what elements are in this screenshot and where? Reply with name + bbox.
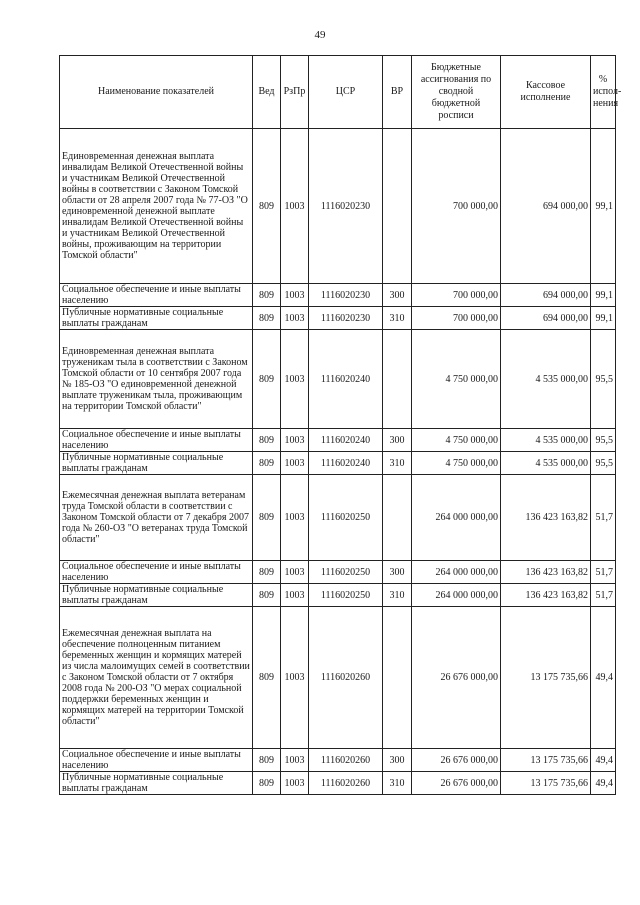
row-budget: 700 000,00 <box>412 284 501 307</box>
row-name: Публичные нормативные социальные выплаты гражданам <box>60 452 253 475</box>
row-percent: 49,4 <box>591 749 616 772</box>
row-cash: 13 175 735,66 <box>501 772 591 795</box>
row-csr: 1116020250 <box>309 475 383 561</box>
row-vr <box>383 330 412 429</box>
table-row <box>60 129 616 284</box>
row-percent: 95,5 <box>591 429 616 452</box>
row-csr: 1116020240 <box>309 429 383 452</box>
header-cash: Кассовое исполнение <box>501 56 591 129</box>
header-budget: Бюджетные ассигнования по сводной бюджетной росписи <box>412 56 501 129</box>
row-vr: 300 <box>383 749 412 772</box>
row-cash: 13 175 735,66 <box>501 749 591 772</box>
row-cash: 4 535 000,00 <box>501 330 591 429</box>
row-name: Единовременная денежная выплата инвалидам Великой Отечественной войны и участникам Великой Отечественной войны в соответствии с Законом Томской области от 28 апреля 2007 года № 77-ОЗ "О единовременной денежной выплате инвалидам Великой Отечественной войны и участникам Великой Отечественной войны, проживающим на территории Томской области" <box>60 129 253 284</box>
row-percent: 51,7 <box>591 584 616 607</box>
row-csr: 1116020250 <box>309 561 383 584</box>
row-cash: 694 000,00 <box>501 307 591 330</box>
budget-execution-table <box>59 55 622 795</box>
row-budget: 264 000 000,00 <box>412 584 501 607</box>
row-rzpr: 1003 <box>281 129 309 284</box>
row-name: Единовременная денежная выплата труженикам тыла в соответствии с Законом Томской области от 10 сентября 2007 года № 185-ОЗ "О единовременной денежной выплате труженикам тыла, проживающим на территории Томской области" <box>60 330 253 429</box>
row-cash: 4 535 000,00 <box>501 429 591 452</box>
row-name: Публичные нормативные социальные выплаты гражданам <box>60 584 253 607</box>
row-cash: 136 423 163,82 <box>501 561 591 584</box>
table-row <box>60 607 616 749</box>
table-row <box>60 307 616 330</box>
row-rzpr: 1003 <box>281 607 309 749</box>
row-ved: 809 <box>253 429 281 452</box>
row-rzpr: 1003 <box>281 475 309 561</box>
row-ved: 809 <box>253 561 281 584</box>
row-budget: 4 750 000,00 <box>412 452 501 475</box>
row-vr: 300 <box>383 429 412 452</box>
header-ved: Вед <box>253 56 281 129</box>
row-csr: 1116020250 <box>309 584 383 607</box>
row-percent: 51,7 <box>591 561 616 584</box>
table-row <box>60 284 616 307</box>
table-row <box>60 429 616 452</box>
row-vr <box>383 129 412 284</box>
table-row <box>60 330 616 429</box>
row-percent: 49,4 <box>591 772 616 795</box>
page-number: 49 <box>314 29 326 41</box>
row-rzpr: 1003 <box>281 429 309 452</box>
row-name: Публичные нормативные социальные выплаты гражданам <box>60 307 253 330</box>
row-rzpr: 1003 <box>281 284 309 307</box>
row-budget: 4 750 000,00 <box>412 429 501 452</box>
table-header-row <box>60 56 616 129</box>
row-name: Ежемесячная денежная выплата ветеранам труда Томской области в соответствии с Законом Томской области от 7 декабря 2007 года № 260-ОЗ "О ветеранах труда Томской области" <box>60 475 253 561</box>
table-row <box>60 749 616 772</box>
row-budget: 264 000 000,00 <box>412 561 501 584</box>
row-budget: 26 676 000,00 <box>412 607 501 749</box>
row-vr: 300 <box>383 561 412 584</box>
row-ved: 809 <box>253 452 281 475</box>
table-row <box>60 584 616 607</box>
row-ved: 809 <box>253 307 281 330</box>
row-vr <box>383 475 412 561</box>
row-percent: 49,4 <box>591 607 616 749</box>
row-ved: 809 <box>253 330 281 429</box>
row-percent: 51,7 <box>591 475 616 561</box>
row-ved: 809 <box>253 749 281 772</box>
row-rzpr: 1003 <box>281 330 309 429</box>
row-vr: 300 <box>383 284 412 307</box>
row-csr: 1116020240 <box>309 452 383 475</box>
row-name: Социальное обеспечение и иные выплаты населению <box>60 429 253 452</box>
row-csr: 1116020240 <box>309 330 383 429</box>
row-rzpr: 1003 <box>281 561 309 584</box>
row-vr: 310 <box>383 452 412 475</box>
row-rzpr: 1003 <box>281 749 309 772</box>
row-rzpr: 1003 <box>281 307 309 330</box>
row-vr: 310 <box>383 584 412 607</box>
table-row <box>60 475 616 561</box>
row-budget: 264 000 000,00 <box>412 475 501 561</box>
header-name: Наименование показателей <box>60 56 253 129</box>
row-ved: 809 <box>253 772 281 795</box>
row-percent: 95,5 <box>591 330 616 429</box>
row-cash: 13 175 735,66 <box>501 607 591 749</box>
table-row <box>60 772 616 795</box>
row-ved: 809 <box>253 284 281 307</box>
row-percent: 99,1 <box>591 129 616 284</box>
row-name: Социальное обеспечение и иные выплаты населению <box>60 561 253 584</box>
row-csr: 1116020230 <box>309 129 383 284</box>
row-ved: 809 <box>253 607 281 749</box>
row-csr: 1116020260 <box>309 607 383 749</box>
row-name: Социальное обеспечение и иные выплаты населению <box>60 284 253 307</box>
row-ved: 809 <box>253 129 281 284</box>
row-vr: 310 <box>383 307 412 330</box>
row-name: Ежемесячная денежная выплата на обеспечение полноценным питанием беременных женщин и кормящих матерей из числа малоимущих семей в соответствии с Законом Томской области от 7 октября 2008 года № 200-ОЗ "О мерах социальной поддержки беременных женщин и кормящих матерей на территории Томской области" <box>60 607 253 749</box>
row-csr: 1116020260 <box>309 749 383 772</box>
row-csr: 1116020260 <box>309 772 383 795</box>
row-budget: 26 676 000,00 <box>412 749 501 772</box>
row-cash: 136 423 163,82 <box>501 584 591 607</box>
table-row <box>60 452 616 475</box>
row-budget: 700 000,00 <box>412 129 501 284</box>
header-csr: ЦСР <box>309 56 383 129</box>
row-vr <box>383 607 412 749</box>
header-rzpr: РзПр <box>281 56 309 129</box>
row-name: Публичные нормативные социальные выплаты гражданам <box>60 772 253 795</box>
row-ved: 809 <box>253 475 281 561</box>
row-rzpr: 1003 <box>281 772 309 795</box>
row-cash: 694 000,00 <box>501 284 591 307</box>
row-vr: 310 <box>383 772 412 795</box>
row-budget: 700 000,00 <box>412 307 501 330</box>
row-csr: 1116020230 <box>309 307 383 330</box>
row-budget: 26 676 000,00 <box>412 772 501 795</box>
row-cash: 694 000,00 <box>501 129 591 284</box>
row-cash: 136 423 163,82 <box>501 475 591 561</box>
row-cash: 4 535 000,00 <box>501 452 591 475</box>
table-row <box>60 561 616 584</box>
row-rzpr: 1003 <box>281 584 309 607</box>
row-rzpr: 1003 <box>281 452 309 475</box>
row-percent: 99,1 <box>591 284 616 307</box>
row-csr: 1116020230 <box>309 284 383 307</box>
row-percent: 99,1 <box>591 307 616 330</box>
header-vr: ВР <box>383 56 412 129</box>
row-percent: 95,5 <box>591 452 616 475</box>
row-budget: 4 750 000,00 <box>412 330 501 429</box>
header-percent: % испол-нения <box>591 56 616 129</box>
row-name: Социальное обеспечение и иные выплаты населению <box>60 749 253 772</box>
row-ved: 809 <box>253 584 281 607</box>
